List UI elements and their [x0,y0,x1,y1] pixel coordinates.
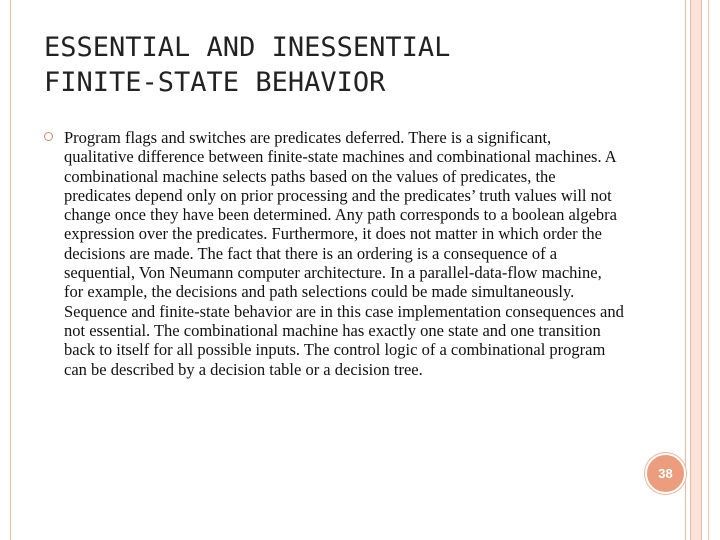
decorative-side-line [708,0,709,540]
circle-bullet-icon [44,132,53,141]
slide-title-line-1: ESSENTIAL AND INESSENTIAL [44,32,451,63]
bullet-text: Program flags and switches are predicates deferred. There is a significant, qualitative difference between finite-state machines and combinational machines. A combinational machine selects paths based on the values of predicates, the predicates depend only on prior processing and the predicates’ truth values will not change once they have been determined. Any path corresponds to a boolean algebra expression over the predicates. Furthermore, it does not matter in which order the decisions are made. The fact that there is an ordering is a consequence of a sequential, Von Neumann computer architecture. In a parallel-data-flow machine, for example, the decisions and path selections could be made simultaneously. Sequence and finite-state behavior are in this case implementation consequences and not essential. The combinational machine has exactly one state and one transition back to itself for all possible inputs. The control logic of a combinational program can be described by a decision table or a decision tree. [64,128,624,379]
page-number-badge: 38 [645,453,686,494]
decorative-side-band [690,0,702,540]
slide-title [44,30,664,100]
slide-title-line-2: FINITE-STATE BEHAVIOR [44,67,386,98]
